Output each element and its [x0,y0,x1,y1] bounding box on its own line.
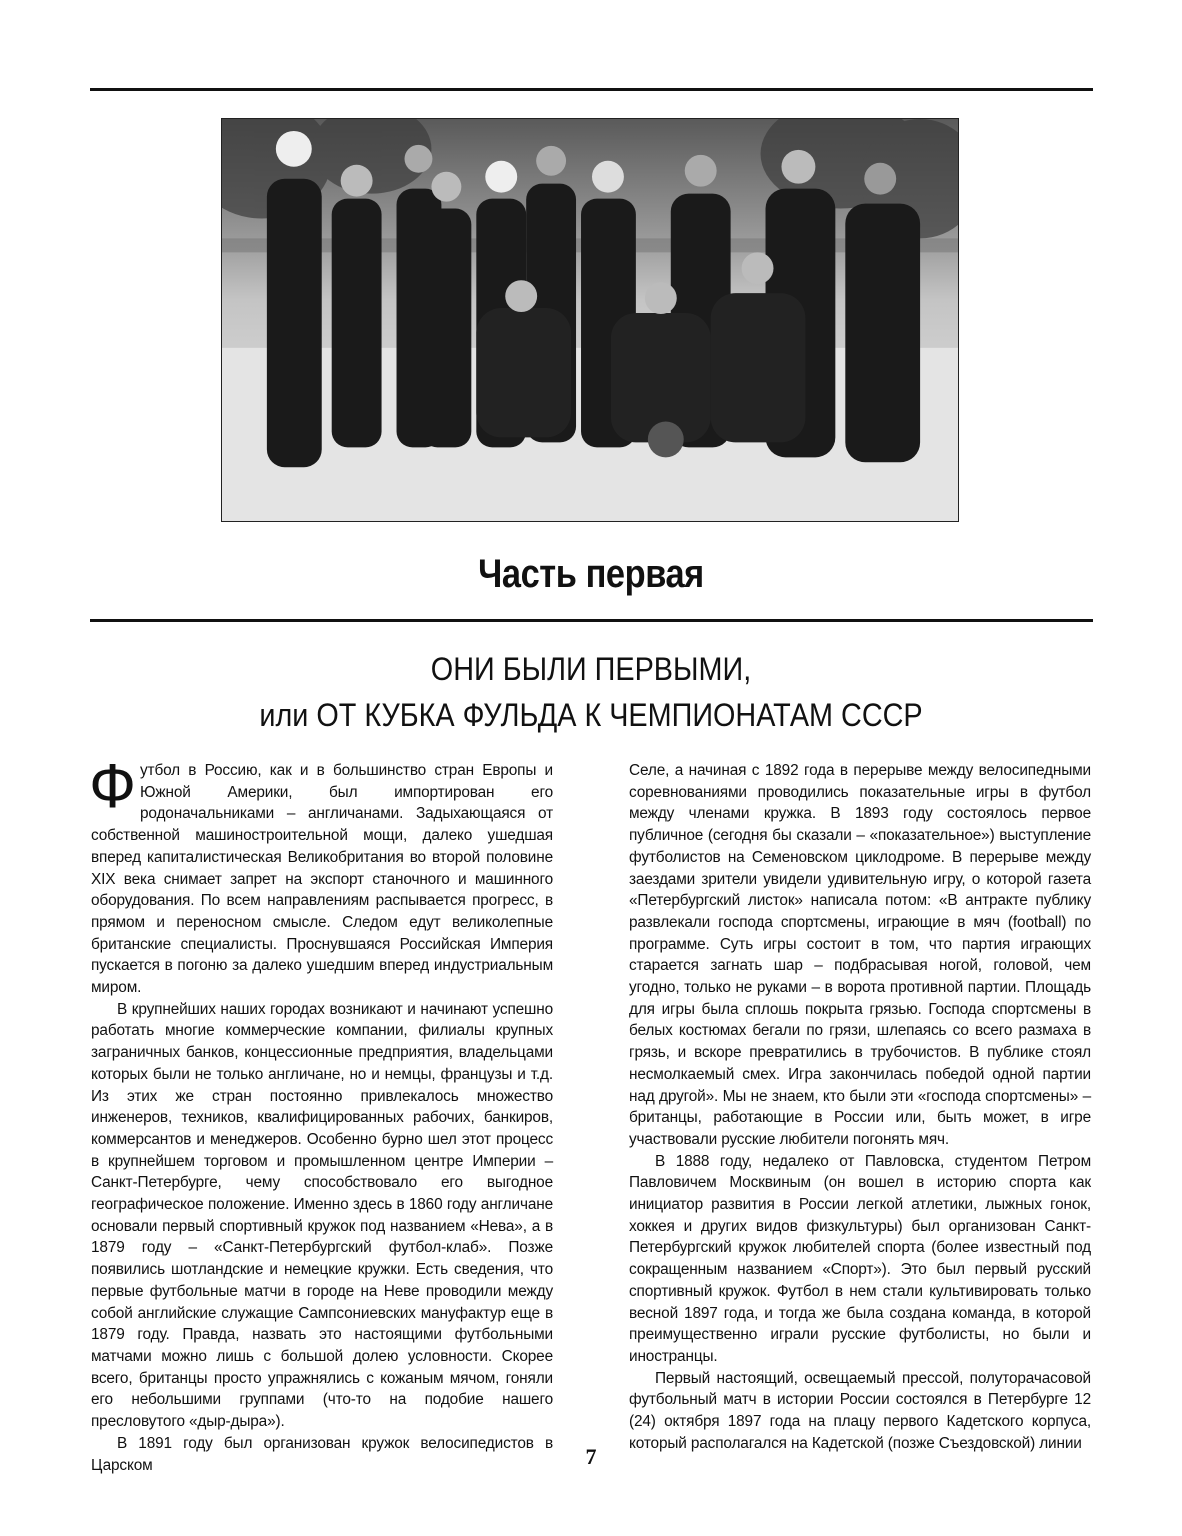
left-column [89,752,553,1476]
paragraph-text: утбол в Россию, как и в большинство стран Европы и Южной Америки, был импортирован его родоначальниками – англичанами. Задыхающаяся от собственной машиностроительной мощи, далеко ушедшая вперед капиталистическая Великобритания во второй половине XIX века снимает запрет на экспорт станочного и машинного оборудования. По всем направлениям распывается прогресс, в прямом и переносном смысле. Следом едут великолепные британские специалисты. Проснувшаяся Российская Империя пускается в погоню за далеко ушедшим вперед индустриальным миром. [91,762,553,997]
section-rule [90,619,1093,622]
paragraph: В 1888 году, недалеко от Павловска, студентом Петром Павловичем Москвиным (он вошел в историю спорта как инициатор развития в России легкой атлетики, лыжных гонок, хоккея и других видов физкультуры) был организован Санкт-Петербургский кружок любителей спорта (более известный под сокращенным названием «Спорт»). Это был первый русский спортивный кружок. Футбол в нем стали культивировать только весной 1897 года, и тогда же была создана команда, в которой преимущественно играли русские футболисты, но были и иностранцы. [629,1152,1091,1365]
chapter-title [59,646,1123,738]
dropcap: Ф [89,752,136,821]
page-number: 7 [585,1444,597,1469]
right-column [629,760,1091,1455]
chapter-title-line-2: или ОТ КУБКА ФУЛЬДА К ЧЕМПИОНАТАМ СССР [259,697,923,733]
paragraph: В 1891 году был организован кружок велосипедистов в Царском [91,1434,553,1474]
paragraph: Селе, а начиная с 1892 года в перерыве между велосипедными соревнованиями проводились показательные игры в футбол между членами кружка. В 1893 году состоялось первое публичное (сегодня бы сказали – «показательное») выступление футболистов на Семеновском циклодроме. В перерыве между заездами зрители увидели удивительную игру, о которой газета «Петербургский листок» написала потом: «В антракте публику развлекали господа спортсмены, играющие в мяч (football) по программе. Суть игры состоит в том, что партия играющих старается загнать шар – подбрасывая ногой, головой, чем угодно, только не руками – в ворота противной партии. Площадь для игры была сплошь покрыта грязью. Господа спортсмены в белых костюмах бегали по грязи, шлепаясь со всего размаха в грязь, и вскоре превратились в трубочистов. В публике стоял несмолкаемый смех. Игра закончилась победой одной партии над другой». Мы не знаем, кто были эти «господа спортсмены» – британцы, работающие в России или, быть может, в игре участвовали русские любители погонять мяч. [629,762,1091,1148]
paragraph [89,752,553,999]
team-photo [221,118,959,522]
top-rule [90,88,1093,91]
paragraph: В крупнейших наших городах возникают и начинают успешно работать многие коммерческие компании, филиалы крупных заграничных банков, концессионные предприятия, владельцами которых были не только англичане, но и немцы, французы и т.д. Из этих же стран постоянно привлекалось множество инженеров, техников, квалифицированных рабочих, банкиров, коммерсантов и менеджеров. Особенно бурно шел этот процесс в крупнейшем торговом и промышленном центре Империи – Санкт-Петербурге, чему способствовало его выгодное географическое положение. Именно здесь в 1860 году англичане основали первый спортивный кружок под названием «Нева», а в 1879 году – «Санкт-Петербургский футбол-клаб». Позже появились шотландские и немецкие кружки. Есть сведения, что первые футбольные матчи в городе на Неве проводили между собой английские служащие Сампсониевских мануфактур еще в 1879 году. Правда, назвать это настоящими футбольными матчами можно лишь с большой долею условности. Скорее всего, британцы просто упражнялись с кожаным мячом, гоняли его небольшими группами (что-то на подобие нашего пресловутого «дыр-дыра»). [91,1000,553,1431]
chapter-title-line-1: ОНИ БЫЛИ ПЕРВЫМИ, [430,651,752,687]
team-photo-illustration [222,119,958,521]
part-title: Часть первая [478,552,704,596]
paragraph: Первый настоящий, освещаемый прессой, полуторачасовой футбольный матч в истории России состоялся в Петербурге 12 (24) октября 1897 года на плацу первого Кадетского корпуса, который располагался на Кадетской (позже Съездовской) линии [629,1369,1091,1452]
